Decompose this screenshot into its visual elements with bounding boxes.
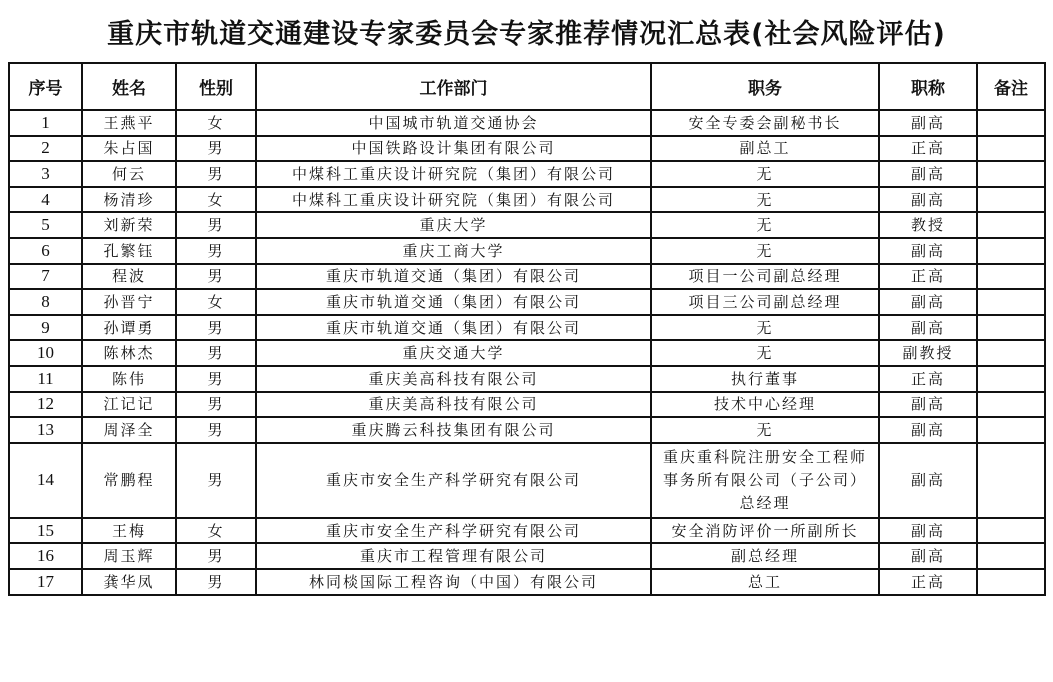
cell-index: 16 <box>9 543 82 569</box>
cell-title: 副高 <box>879 392 977 418</box>
cell-position: 无 <box>651 340 879 366</box>
table-row <box>9 110 1045 136</box>
cell-title: 副高 <box>879 543 977 569</box>
column-header-title: 职称 <box>879 63 977 110</box>
cell-position: 执行董事 <box>651 366 879 392</box>
cell-remarks <box>977 366 1045 392</box>
cell-gender: 男 <box>176 315 256 341</box>
table-row <box>9 569 1045 595</box>
column-header-department: 工作部门 <box>256 63 651 110</box>
cell-index: 9 <box>9 315 82 341</box>
cell-remarks <box>977 289 1045 315</box>
table-row <box>9 518 1045 544</box>
cell-name: 江记记 <box>82 392 176 418</box>
cell-gender: 男 <box>176 543 256 569</box>
table-body <box>9 110 1045 595</box>
cell-department: 重庆市轨道交通（集团）有限公司 <box>256 264 651 290</box>
cell-title: 副高 <box>879 443 977 518</box>
cell-department: 重庆市安全生产科学研究有限公司 <box>256 443 651 518</box>
cell-position: 无 <box>651 161 879 187</box>
cell-department: 重庆大学 <box>256 212 651 238</box>
table-row <box>9 238 1045 264</box>
cell-remarks <box>977 543 1045 569</box>
cell-index: 4 <box>9 187 82 213</box>
table-row <box>9 443 1045 518</box>
cell-department: 重庆市工程管理有限公司 <box>256 543 651 569</box>
cell-title: 副高 <box>879 315 977 341</box>
cell-name: 常鹏程 <box>82 443 176 518</box>
cell-gender: 男 <box>176 264 256 290</box>
cell-index: 13 <box>9 417 82 443</box>
cell-name: 陈林杰 <box>82 340 176 366</box>
cell-title: 副高 <box>879 238 977 264</box>
cell-department: 重庆交通大学 <box>256 340 651 366</box>
cell-gender: 女 <box>176 289 256 315</box>
cell-name: 陈伟 <box>82 366 176 392</box>
cell-gender: 女 <box>176 518 256 544</box>
table-row <box>9 417 1045 443</box>
cell-name: 刘新荣 <box>82 212 176 238</box>
column-header-gender: 性别 <box>176 63 256 110</box>
cell-department: 重庆工商大学 <box>256 238 651 264</box>
cell-department: 中煤科工重庆设计研究院（集团）有限公司 <box>256 187 651 213</box>
cell-department: 重庆美高科技有限公司 <box>256 366 651 392</box>
cell-gender: 男 <box>176 340 256 366</box>
cell-title: 正高 <box>879 569 977 595</box>
cell-index: 8 <box>9 289 82 315</box>
cell-remarks <box>977 212 1045 238</box>
page-title: 重庆市轨道交通建设专家委员会专家推荐情况汇总表(社会风险评估) <box>107 19 946 50</box>
cell-department: 重庆市轨道交通（集团）有限公司 <box>256 289 651 315</box>
cell-gender: 男 <box>176 569 256 595</box>
cell-title: 副高 <box>879 417 977 443</box>
cell-remarks <box>977 264 1045 290</box>
cell-title: 副高 <box>879 161 977 187</box>
cell-position: 无 <box>651 212 879 238</box>
cell-index: 15 <box>9 518 82 544</box>
cell-name: 龚华凤 <box>82 569 176 595</box>
cell-index: 1 <box>9 110 82 136</box>
cell-index: 10 <box>9 340 82 366</box>
cell-name: 王梅 <box>82 518 176 544</box>
cell-remarks <box>977 136 1045 162</box>
cell-gender: 男 <box>176 443 256 518</box>
cell-remarks <box>977 187 1045 213</box>
table-row <box>9 136 1045 162</box>
cell-remarks <box>977 417 1045 443</box>
cell-position: 安全专委会副秘书长 <box>651 110 879 136</box>
cell-department: 中国城市轨道交通协会 <box>256 110 651 136</box>
table-header-row <box>9 63 1045 110</box>
cell-title: 副高 <box>879 110 977 136</box>
cell-remarks <box>977 238 1045 264</box>
cell-position: 安全消防评价一所副所长 <box>651 518 879 544</box>
cell-position: 无 <box>651 417 879 443</box>
cell-gender: 男 <box>176 136 256 162</box>
table-row <box>9 187 1045 213</box>
cell-gender: 男 <box>176 417 256 443</box>
cell-index: 2 <box>9 136 82 162</box>
cell-name: 杨清珍 <box>82 187 176 213</box>
cell-title: 教授 <box>879 212 977 238</box>
cell-index: 3 <box>9 161 82 187</box>
cell-position: 总工 <box>651 569 879 595</box>
table-row <box>9 289 1045 315</box>
cell-index: 6 <box>9 238 82 264</box>
cell-title: 正高 <box>879 264 977 290</box>
cell-name: 周泽全 <box>82 417 176 443</box>
cell-name: 何云 <box>82 161 176 187</box>
cell-remarks <box>977 110 1045 136</box>
table-row <box>9 264 1045 290</box>
cell-name: 程波 <box>82 264 176 290</box>
table-row <box>9 315 1045 341</box>
cell-remarks <box>977 392 1045 418</box>
cell-gender: 女 <box>176 110 256 136</box>
cell-remarks <box>977 569 1045 595</box>
cell-gender: 男 <box>176 238 256 264</box>
cell-remarks <box>977 315 1045 341</box>
cell-gender: 男 <box>176 366 256 392</box>
cell-position: 副总工 <box>651 136 879 162</box>
table-row <box>9 161 1045 187</box>
cell-department: 重庆腾云科技集团有限公司 <box>256 417 651 443</box>
cell-index: 5 <box>9 212 82 238</box>
cell-remarks <box>977 161 1045 187</box>
cell-name: 周玉辉 <box>82 543 176 569</box>
column-header-remarks: 备注 <box>977 63 1045 110</box>
cell-name: 王燕平 <box>82 110 176 136</box>
cell-department: 重庆市安全生产科学研究有限公司 <box>256 518 651 544</box>
cell-department: 中煤科工重庆设计研究院（集团）有限公司 <box>256 161 651 187</box>
cell-position: 无 <box>651 315 879 341</box>
cell-gender: 男 <box>176 161 256 187</box>
table-row <box>9 366 1045 392</box>
table-row <box>9 392 1045 418</box>
cell-index: 12 <box>9 392 82 418</box>
cell-remarks <box>977 518 1045 544</box>
cell-department: 中国铁路设计集团有限公司 <box>256 136 651 162</box>
cell-index: 14 <box>9 443 82 518</box>
cell-gender: 男 <box>176 212 256 238</box>
cell-name: 朱占国 <box>82 136 176 162</box>
cell-position: 无 <box>651 187 879 213</box>
cell-title: 副高 <box>879 518 977 544</box>
cell-gender: 男 <box>176 392 256 418</box>
cell-title: 正高 <box>879 366 977 392</box>
cell-remarks <box>977 340 1045 366</box>
cell-gender: 女 <box>176 187 256 213</box>
column-header-name: 姓名 <box>82 63 176 110</box>
cell-position: 项目一公司副总经理 <box>651 264 879 290</box>
table-row <box>9 340 1045 366</box>
cell-department: 林同棪国际工程咨询（中国）有限公司 <box>256 569 651 595</box>
table-row <box>9 543 1045 569</box>
cell-remarks <box>977 443 1045 518</box>
cell-index: 7 <box>9 264 82 290</box>
cell-title: 副高 <box>879 289 977 315</box>
cell-name: 孔繁钰 <box>82 238 176 264</box>
table-row <box>9 212 1045 238</box>
cell-index: 11 <box>9 366 82 392</box>
cell-position: 技术中心经理 <box>651 392 879 418</box>
cell-position: 副总经理 <box>651 543 879 569</box>
cell-position: 无 <box>651 238 879 264</box>
cell-department: 重庆市轨道交通（集团）有限公司 <box>256 315 651 341</box>
expert-table <box>8 62 1046 596</box>
cell-title: 副教授 <box>879 340 977 366</box>
cell-name: 孙晋宁 <box>82 289 176 315</box>
cell-title: 正高 <box>879 136 977 162</box>
cell-index: 17 <box>9 569 82 595</box>
cell-position: 重庆重科院注册安全工程师事务所有限公司（子公司）总经理 <box>651 443 879 518</box>
cell-title: 副高 <box>879 187 977 213</box>
column-header-position: 职务 <box>651 63 879 110</box>
cell-department: 重庆美高科技有限公司 <box>256 392 651 418</box>
cell-position: 项目三公司副总经理 <box>651 289 879 315</box>
column-header-index: 序号 <box>9 63 82 110</box>
cell-name: 孙谭勇 <box>82 315 176 341</box>
